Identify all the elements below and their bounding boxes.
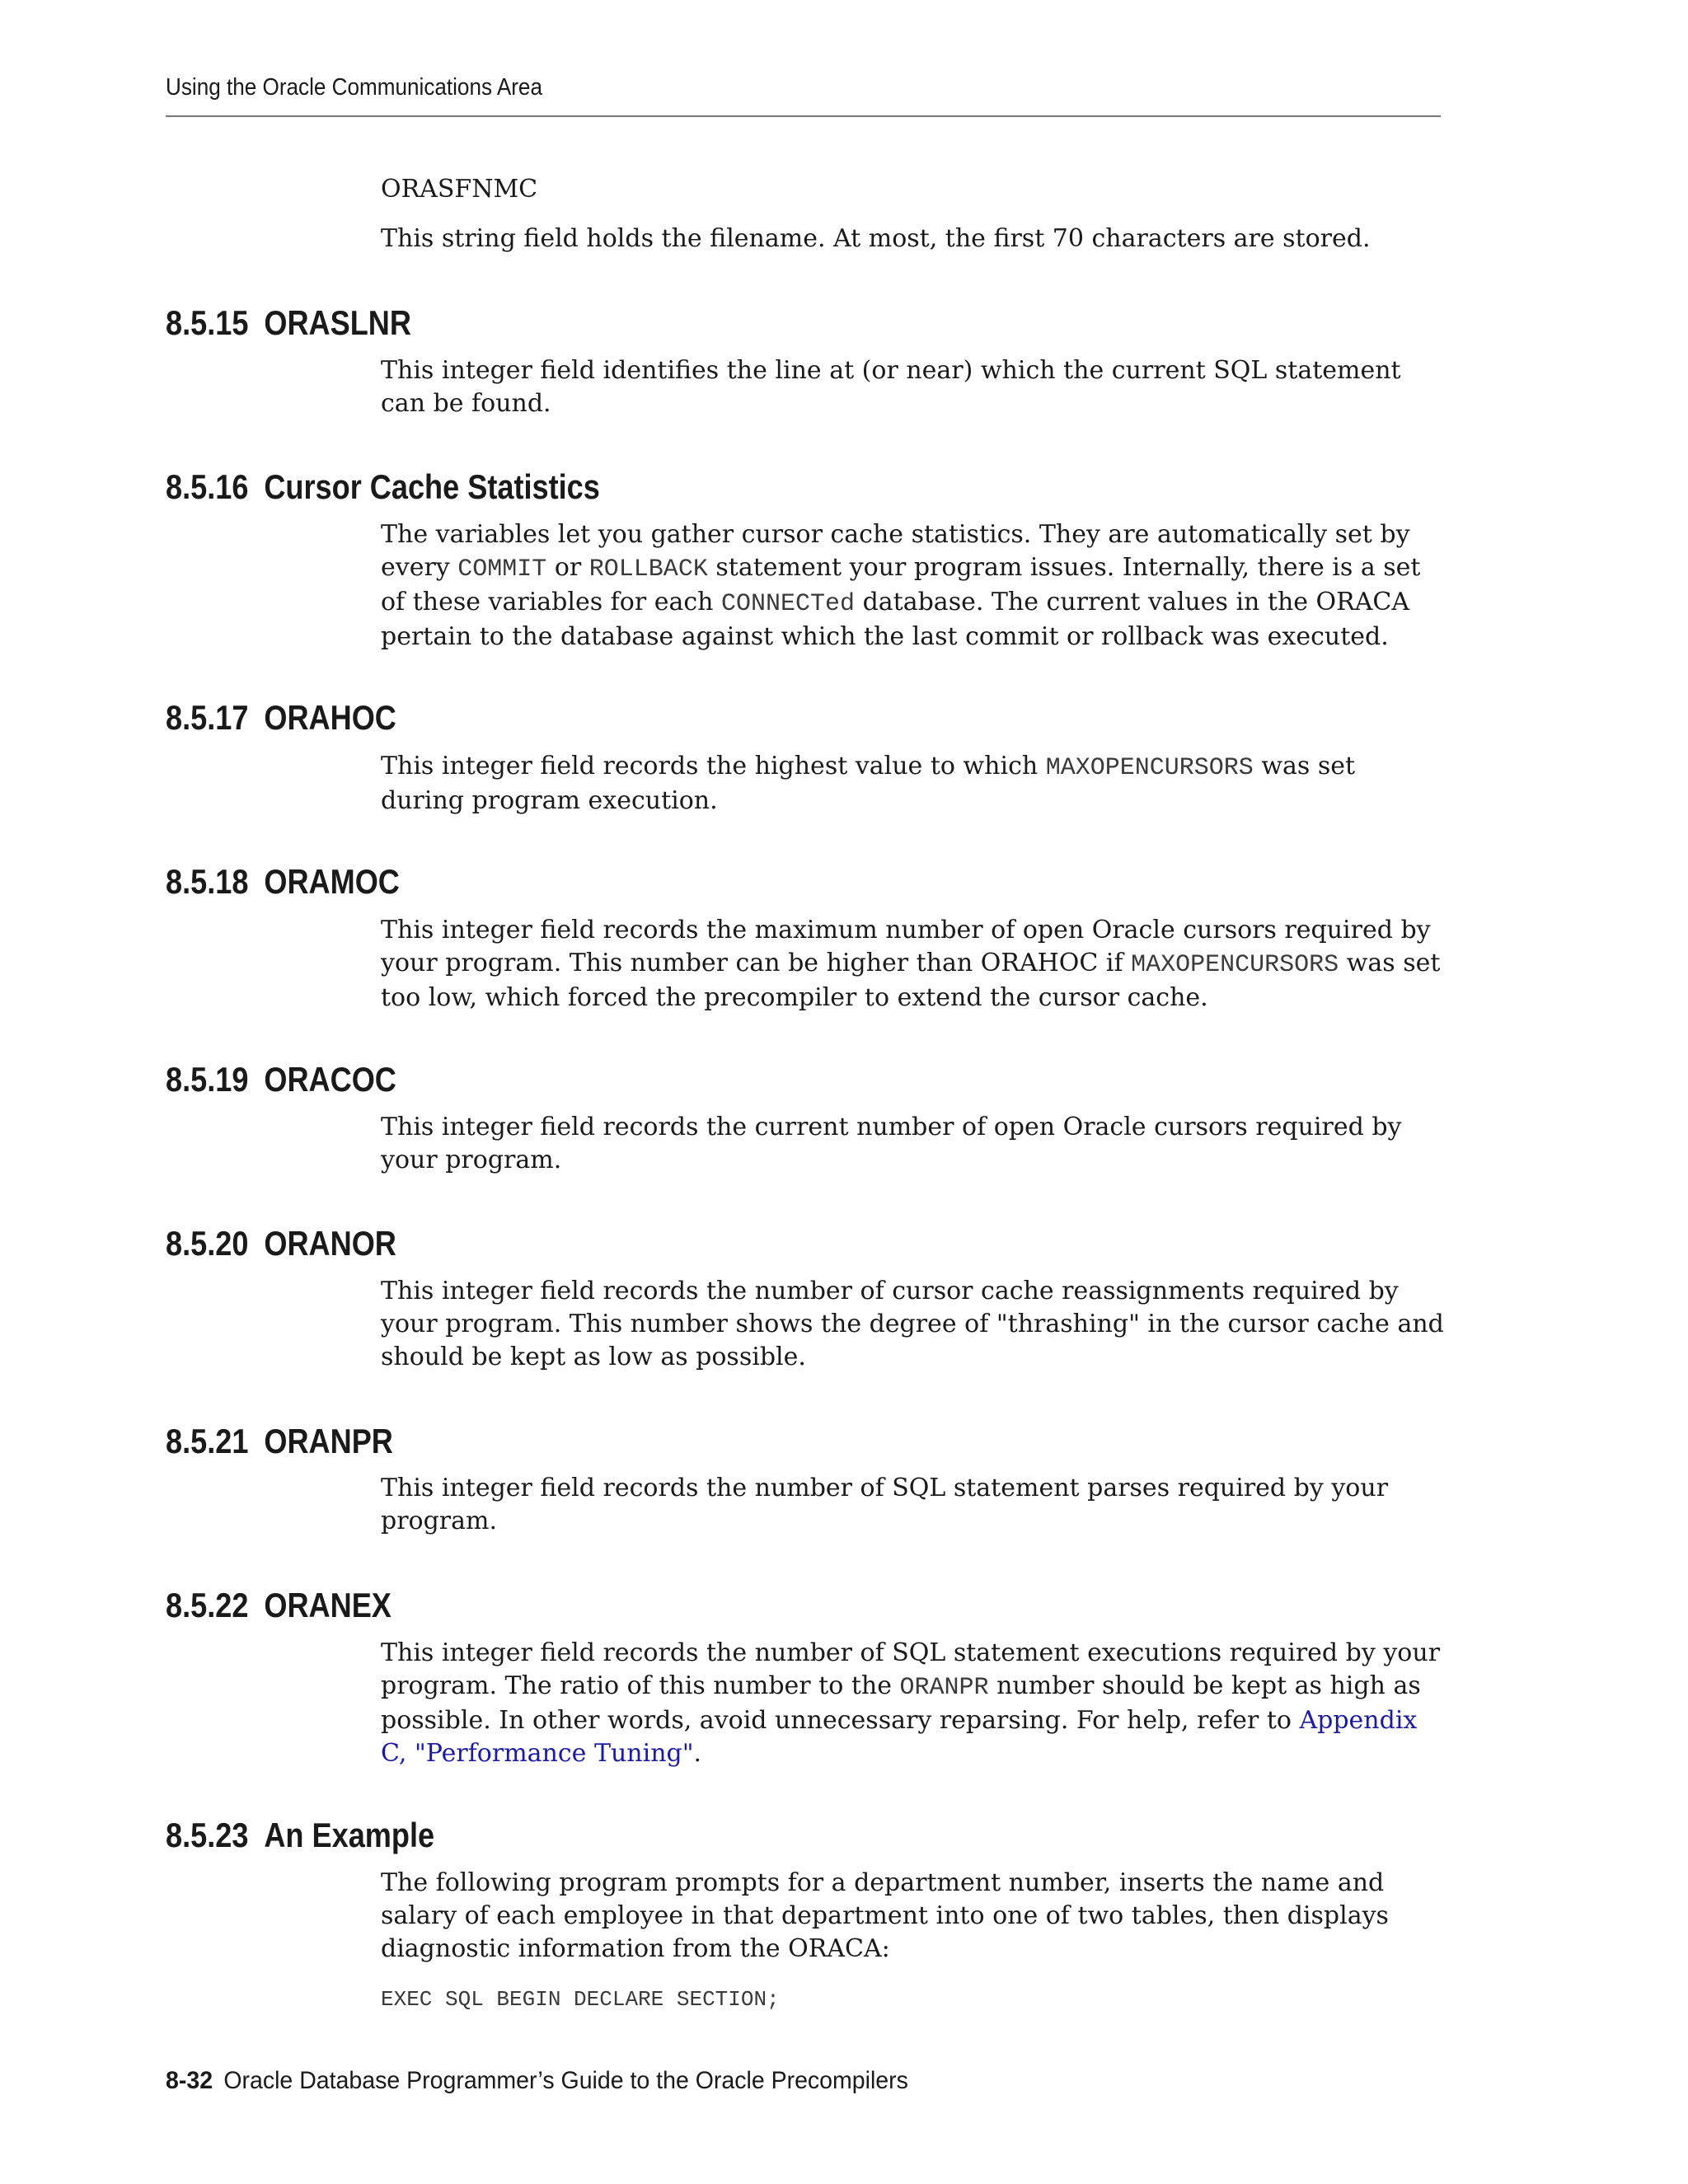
section-title: ORASLNR	[264, 303, 411, 342]
text-run: The variables let you gather cursor cache statistics. They are automatically set by every	[381, 520, 1410, 582]
section-heading-8-5-19	[166, 1059, 396, 1100]
section-title: Cursor Cache Statistics	[264, 467, 600, 506]
oracoc-description: This integer field records the current number of open Oracle cursors required by your program.	[381, 1113, 1402, 1174]
code-commit: COMMIT	[457, 555, 547, 583]
text-run: was set too low, which forced the precompiler to extend the cursor cache.	[381, 949, 1441, 1012]
section-number: 8.5.16	[166, 467, 249, 506]
field-name-orasfnmc: ORASFNMC	[381, 175, 538, 204]
section-heading-8-5-21	[166, 1421, 393, 1462]
appendix-c-link[interactable]: Appendix C, "Performance Tuning"	[381, 1706, 1418, 1768]
code-maxopencursors: MAXOPENCURSORS	[1131, 951, 1339, 979]
example-description: The following program prompts for a department number, inserts the name and salary of each employee in that department into one of two tables, then displays diagnostic information from the ORACA:	[381, 1868, 1389, 1963]
section-title: ORACOC	[264, 1060, 396, 1099]
section-number: 8.5.21	[166, 1422, 249, 1460]
section-number: 8.5.22	[166, 1586, 249, 1624]
oraslnr-description: This integer field identifies the line at (or near) which the current SQL statement can be found.	[381, 356, 1401, 418]
section-heading-8-5-15	[166, 302, 411, 344]
text-run: number should be kept as high as possible. In other words, avoid unnecessary reparsing. For help, refer to	[381, 1671, 1421, 1735]
text-run: or	[546, 553, 589, 582]
section-title: ORANPR	[264, 1422, 393, 1460]
text-run: was set during program execution.	[381, 752, 1356, 815]
section-title: ORAMOC	[264, 862, 400, 901]
page-number: 8-32	[166, 2067, 213, 2094]
section-heading-8-5-16	[166, 466, 600, 508]
section-number: 8.5.19	[166, 1060, 249, 1099]
section-heading-8-5-18	[166, 861, 400, 902]
section-title: An Example	[264, 1816, 435, 1854]
section-number: 8.5.20	[166, 1224, 249, 1263]
section-title: ORANOR	[264, 1224, 396, 1263]
running-header: Using the Oracle Communications Area	[166, 74, 542, 101]
text-run: This integer field records the number of SQL statement executions required by your program. The ratio of this number to the	[381, 1638, 1441, 1700]
section-heading-8-5-23	[166, 1815, 434, 1856]
text-run: .	[693, 1739, 702, 1768]
orahoc-description	[381, 750, 1444, 818]
orasfnmc-description: This string field holds the filename. At most, the first 70 characters are stored.	[381, 224, 1371, 253]
section-title: ORAHOC	[264, 698, 396, 737]
section-heading-8-5-20	[166, 1223, 396, 1264]
code-rollback: ROLLBACK	[588, 555, 708, 583]
section-number: 8.5.17	[166, 698, 249, 737]
section-title: ORANEX	[264, 1586, 392, 1624]
oranex-description	[381, 1637, 1444, 1770]
section-heading-8-5-17	[166, 697, 396, 738]
text-run: statement your program issues. Internally, there is a set of these variables for each	[381, 553, 1421, 616]
code-maxopencursors: MAXOPENCURSORS	[1045, 754, 1254, 782]
oranor-description: This integer field records the number of cursor cache reassignments required by your program. This number shows the degree of "thrashing" in the cursor cache and should be kept as low as possible.	[381, 1277, 1444, 1371]
code-connected: CONNECTed	[721, 590, 856, 618]
text-run: database. The current values in the ORACA pertain to the database against which the last commit or rollback was executed.	[381, 588, 1410, 651]
section-number: 8.5.18	[166, 862, 249, 901]
code-example-line: EXEC SQL BEGIN DECLARE SECTION;	[381, 1987, 780, 2012]
section-number: 8.5.23	[166, 1816, 249, 1854]
cursor-cache-statistics-description	[381, 518, 1444, 654]
header-divider	[166, 115, 1441, 117]
section-number: 8.5.15	[166, 303, 249, 342]
oranpr-description: This integer field records the number of SQL statement parses required by your program.	[381, 1474, 1389, 1535]
page-footer	[166, 2067, 908, 2095]
oramoc-description	[381, 914, 1444, 1015]
text-run: This integer field records the highest value to which	[381, 752, 1046, 780]
code-oranpr: ORANPR	[899, 1674, 989, 1702]
section-heading-8-5-22	[166, 1585, 392, 1626]
text-run: This integer field records the maximum number of open Oracle cursors required by your program. This number can be higher than ORAHOC if	[381, 916, 1431, 977]
book-title: Oracle Database Programmer’s Guide to the Oracle Precompilers	[223, 2067, 908, 2094]
